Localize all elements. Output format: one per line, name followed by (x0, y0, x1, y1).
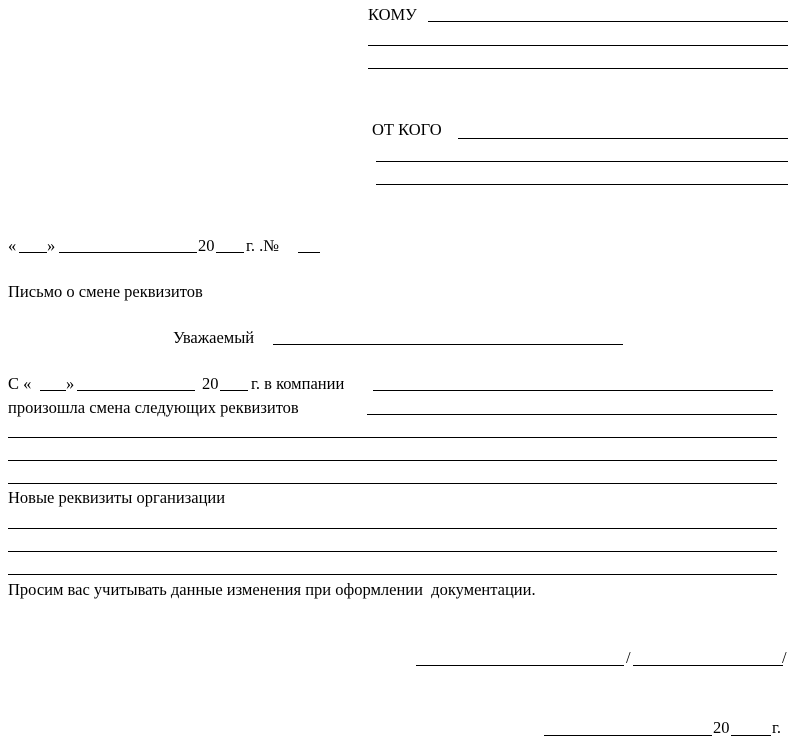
signature-year-field[interactable] (731, 735, 771, 736)
to-field-line-1[interactable] (428, 21, 788, 22)
date-year-field[interactable] (216, 252, 244, 253)
new-details-field-3[interactable] (8, 574, 777, 575)
changed-details-field-1[interactable] (367, 414, 777, 415)
date-year-suffix: г. .№ (246, 236, 280, 255)
request-text: Просим вас учитывать данные изменения при оформлении документации. (8, 580, 536, 599)
from-field-line-2[interactable] (376, 161, 788, 162)
date-month-field[interactable] (59, 252, 197, 253)
body-year-field[interactable] (220, 390, 248, 391)
body-month-field[interactable] (77, 390, 195, 391)
new-details-field-2[interactable] (8, 551, 777, 552)
to-field-line-3[interactable] (368, 68, 788, 69)
body-date-prefix: С « (8, 374, 32, 393)
date-quote-open: « (8, 236, 17, 255)
letter-title: Письмо о смене реквизитов (8, 282, 203, 301)
changed-details-field-4[interactable] (8, 483, 777, 484)
from-field-line-3[interactable] (376, 184, 788, 185)
signature-year-prefix: 20 (713, 718, 730, 737)
changed-details-label: произошла смена следующих реквизитов (8, 398, 299, 417)
signature-field[interactable] (416, 665, 624, 666)
greeting-name-field[interactable] (273, 344, 623, 345)
signature-separator: / (626, 648, 631, 667)
company-name-field[interactable] (373, 390, 773, 391)
from-field-line-1[interactable] (458, 138, 788, 139)
signature-separator-end: / (782, 648, 787, 667)
changed-details-field-3[interactable] (8, 460, 777, 461)
date-year-prefix: 20 (198, 236, 215, 255)
date-day-field[interactable] (19, 252, 47, 253)
new-details-field-1[interactable] (8, 528, 777, 529)
from-label: ОТ КОГО (372, 120, 442, 139)
to-field-line-2[interactable] (368, 45, 788, 46)
new-details-label: Новые реквизиты организации (8, 488, 226, 507)
body-day-field[interactable] (40, 390, 66, 391)
signature-year-suffix: г. (772, 718, 782, 737)
changed-details-field-2[interactable] (8, 437, 777, 438)
date-quote-close: » (47, 236, 56, 255)
body-year-prefix: 20 (202, 374, 219, 393)
signature-name-field[interactable] (633, 665, 783, 666)
to-label: КОМУ (368, 5, 417, 24)
body-quote-close: » (66, 374, 75, 393)
signature-date-field[interactable] (544, 735, 712, 736)
greeting-label: Уважаемый (173, 328, 255, 347)
document-number-field[interactable] (298, 252, 320, 253)
body-company-label: г. в компании (251, 374, 345, 393)
